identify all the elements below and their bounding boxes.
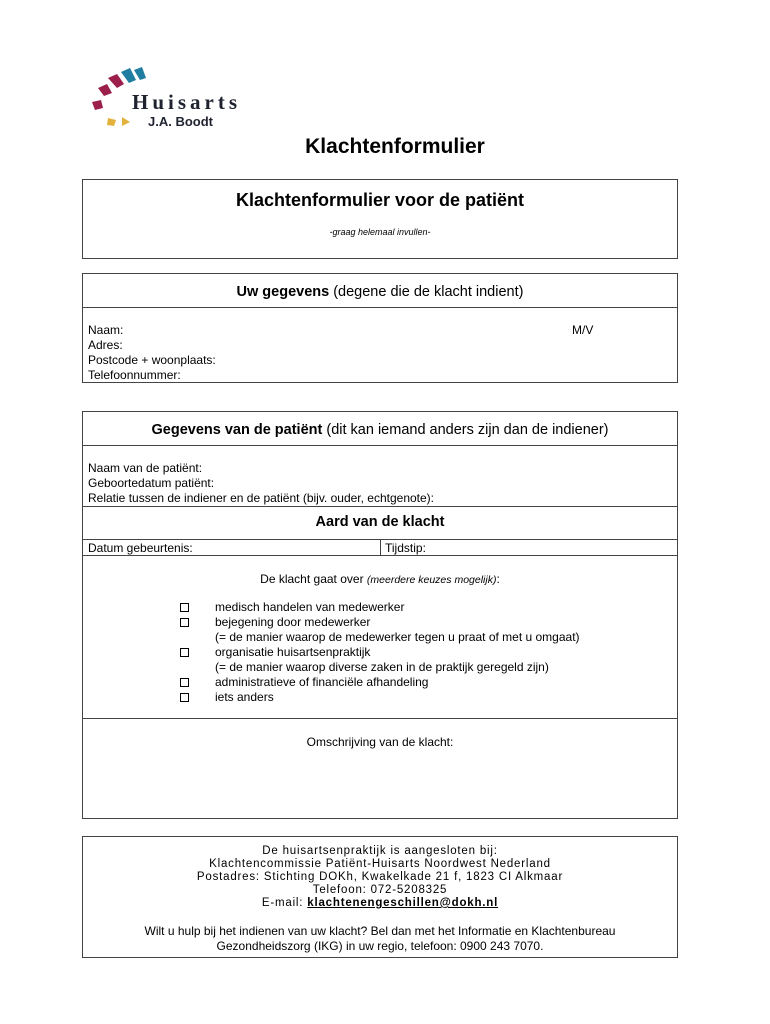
form-note: -graag helemaal invullen- [329, 227, 431, 237]
applicant-heading-rest: (degene die de klacht indient) [329, 284, 524, 300]
divider [83, 718, 677, 719]
checkbox-medisch[interactable] [180, 603, 189, 612]
complaint-prompt [83, 572, 677, 586]
divider [83, 445, 677, 446]
divider [380, 539, 381, 555]
checkbox-bejegening[interactable] [180, 618, 189, 627]
field-telefoon[interactable]: Telefoonnummer: [88, 368, 181, 382]
checkbox-organisatie[interactable] [180, 648, 189, 657]
footer-line: Telefoon: 072-5208325 [312, 884, 448, 896]
prompt-end: : [496, 572, 500, 586]
intro-box [82, 179, 678, 259]
form-heading: Klachtenformulier voor de patiënt [235, 190, 525, 210]
option-iets-anders: iets anders [215, 690, 274, 704]
divider [83, 506, 677, 507]
help-text [83, 924, 677, 954]
field-postcode[interactable]: Postcode + woonplaats: [88, 353, 216, 367]
divider [83, 307, 677, 308]
option-bejegening-note: (= de manier waarop de medewerker tegen u praat of met u omgaat) [215, 630, 580, 644]
footer-line: Postadres: Stichting DOKh, Kwakelkade 21 f, 1823 CI Alkmaar [196, 871, 564, 883]
option-medisch: medisch handelen van medewerker [215, 600, 405, 614]
applicant-section [82, 273, 678, 383]
logo-name: Huisarts [132, 90, 242, 114]
prompt-text: De klacht gaat over [260, 572, 367, 586]
applicant-heading-bold: Uw gegevens [236, 284, 330, 300]
field-adres[interactable]: Adres: [88, 338, 123, 352]
field-naam[interactable]: Naam: [88, 323, 124, 337]
field-relatie[interactable]: Relatie tussen de indiener en de patiënt (bijv. ouder, echtgenote): [88, 491, 435, 505]
patient-heading-rest: (dit kan iemand anders zijn dan de indiener) [322, 422, 609, 438]
applicant-fields [88, 323, 216, 383]
field-patient-naam[interactable]: Naam van de patiënt: [88, 461, 203, 475]
field-geboortedatum[interactable]: Geboortedatum patiënt: [88, 476, 215, 490]
applicant-heading [83, 284, 677, 300]
field-tijdstip[interactable]: Tijdstip: [385, 541, 426, 555]
footer-email-line [83, 897, 677, 910]
footer-info [83, 845, 677, 910]
email-link[interactable]: klachtenengeschillen@dokh.nl [307, 897, 499, 909]
omschrijving-label: Omschrijving van de klacht: [306, 735, 454, 749]
logo-subtitle: J.A. Boodt [148, 114, 213, 129]
practice-logo [86, 60, 271, 130]
help-line: Gezondheidszorg (IKG) in uw regio, telefoon: 0900 243 7070. [216, 939, 544, 953]
patient-section [82, 411, 678, 819]
footer-line: Klachtencommissie Patiënt-Huisarts Noordwest Nederland [209, 858, 551, 870]
field-gender[interactable]: M/V [572, 323, 594, 337]
footer-box [82, 836, 678, 958]
page-title: Klachtenformulier [305, 135, 485, 158]
option-organisatie-note: (= de manier waarop diverse zaken in de praktijk geregeld zijn) [215, 660, 549, 674]
email-label: E-mail: [261, 897, 308, 909]
option-administratief: administratieve of financiële afhandeling [215, 675, 429, 689]
footer-line: De huisartsenpraktijk is aangesloten bij: [262, 845, 498, 857]
help-line: Wilt u hulp bij het indienen van uw klacht? Bel dan met het Informatie en Klachtenbureau [144, 924, 616, 938]
patient-heading-bold: Gegevens van de patiënt [151, 422, 323, 438]
patient-fields [88, 461, 434, 506]
option-organisatie: organisatie huisartsenpraktijk [215, 645, 371, 659]
patient-heading [83, 422, 677, 438]
checkbox-administratief[interactable] [180, 678, 189, 687]
field-datum[interactable]: Datum gebeurtenis: [88, 541, 193, 555]
prompt-note: (meerdere keuzes mogelijk) [366, 574, 497, 586]
divider [83, 555, 677, 556]
aard-heading: Aard van de klacht [315, 514, 445, 530]
option-bejegening: bejegening door medewerker [215, 615, 371, 629]
checkbox-iets-anders[interactable] [180, 693, 189, 702]
